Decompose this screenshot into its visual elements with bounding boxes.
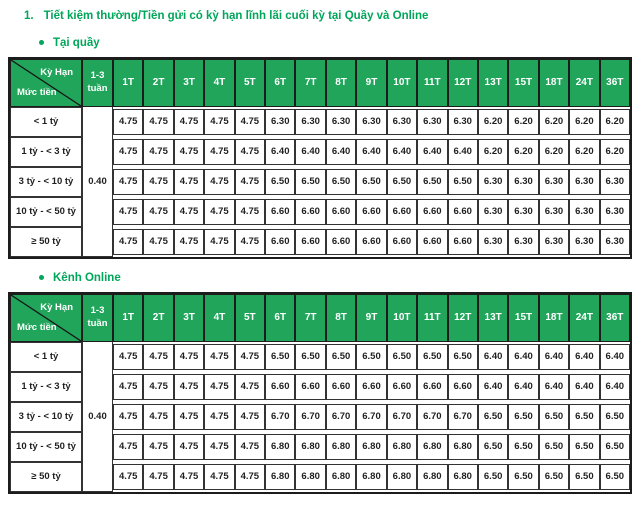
rate-cell: 4.75 [143, 464, 173, 490]
rate-cell: 4.75 [113, 229, 143, 255]
rate-cell: 6.50 [569, 434, 599, 460]
rate-cell: 4.75 [143, 199, 173, 225]
rate-cell: 4.75 [143, 139, 173, 165]
term-header: 36T [600, 294, 630, 342]
rate-cell: 6.20 [539, 109, 569, 135]
rate-cell: 6.30 [539, 229, 569, 255]
term-header: 2T [143, 294, 173, 342]
rate-cell: 6.50 [326, 169, 356, 195]
rate-cell: 6.70 [295, 404, 325, 430]
rate-cell: 6.30 [417, 109, 447, 135]
rate-cell: 6.60 [265, 374, 295, 400]
rate-cell: 4.75 [174, 434, 204, 460]
term-header: 9T [356, 294, 386, 342]
rate-cell: 4.75 [143, 109, 173, 135]
rate-cell: 6.40 [326, 139, 356, 165]
term-header: 24T [569, 59, 599, 107]
rate-cell: 6.20 [600, 109, 630, 135]
corner-header-cell [10, 294, 82, 342]
rate-cell: 4.75 [235, 434, 265, 460]
rate-cell: 6.80 [295, 434, 325, 460]
rate-cell: 4.75 [113, 169, 143, 195]
rate-cell: 6.50 [387, 169, 417, 195]
rate-cell: 6.40 [539, 344, 569, 370]
rate-cell: 6.40 [600, 344, 630, 370]
rate-cell: 4.75 [204, 374, 234, 400]
rate-cell: 6.80 [387, 434, 417, 460]
page-title [24, 10, 632, 24]
rate-cell: 4.75 [204, 229, 234, 255]
section-label-text: Kênh Online [53, 271, 121, 284]
term-header: 18T [539, 294, 569, 342]
rate-cell: 6.30 [508, 199, 538, 225]
rate-cell: 4.75 [143, 374, 173, 400]
rate-cell: 6.50 [600, 404, 630, 430]
rate-cell: 6.30 [569, 199, 599, 225]
rate-cell: 6.30 [508, 169, 538, 195]
rate-cell: 6.60 [295, 199, 325, 225]
rate-cell: 4.75 [113, 434, 143, 460]
rate-cell: 6.50 [539, 464, 569, 490]
rate-cell: 4.75 [174, 169, 204, 195]
rate-cell: 6.30 [478, 199, 508, 225]
rate-cell: 6.20 [478, 109, 508, 135]
rate-cell: 6.50 [478, 404, 508, 430]
corner-term-label: Kỳ Hạn [40, 66, 73, 78]
rate-cell: 6.50 [539, 404, 569, 430]
term-header: 2T [143, 59, 173, 107]
rate-cell: 6.50 [387, 344, 417, 370]
rate-cell: 6.50 [600, 434, 630, 460]
rate-cell: 4.75 [204, 344, 234, 370]
term-header: 3T [174, 59, 204, 107]
rate-cell: 4.75 [143, 434, 173, 460]
term-header: 6T [265, 294, 295, 342]
rate-cell: 6.30 [600, 169, 630, 195]
corner-term-label: Kỳ Hạn [40, 301, 73, 313]
corner-amount-label: Mức tiền [17, 321, 57, 333]
term-header: 36T [600, 59, 630, 107]
rate-cell: 6.50 [417, 169, 447, 195]
rate-cell: 6.30 [295, 109, 325, 135]
rate-cell: 6.60 [326, 199, 356, 225]
term-header: 8T [326, 294, 356, 342]
rate-cell: 6.80 [295, 464, 325, 490]
rate-cell: 6.80 [417, 434, 447, 460]
rate-cell: 6.20 [539, 139, 569, 165]
rate-cell: 4.75 [204, 169, 234, 195]
rate-cell: 4.75 [143, 404, 173, 430]
rate-cell: 4.75 [113, 404, 143, 430]
rate-cell: 6.80 [448, 464, 478, 490]
rate-cell: 4.75 [174, 139, 204, 165]
rate-cell: 6.30 [478, 169, 508, 195]
rate-cell: 6.60 [417, 229, 447, 255]
rate-cell: 6.50 [265, 344, 295, 370]
rate-cell: 4.75 [143, 229, 173, 255]
term-header: 7T [295, 294, 325, 342]
rate-cell: 4.75 [113, 344, 143, 370]
rate-cell: 6.30 [478, 229, 508, 255]
rate-cell: 6.50 [569, 404, 599, 430]
corner-amount-label: Mức tiền [17, 86, 57, 98]
amount-row-label: 3 tỷ - < 10 tỷ [10, 402, 82, 432]
rate-cell: 6.60 [265, 199, 295, 225]
rate-cell: 4.75 [174, 199, 204, 225]
term-header: 4T [204, 59, 234, 107]
bullet-icon [39, 275, 44, 280]
title-text: Tiết kiệm thường/Tiền gửi có kỳ hạn lĩnh lãi cuối kỳ tại Quầy và Online [43, 10, 429, 22]
term-header: 24T [569, 294, 599, 342]
rate-cell: 6.20 [600, 139, 630, 165]
section-label-text: Tại quầy [53, 36, 100, 49]
rate-cell: 6.40 [356, 139, 386, 165]
rate-cell: 4.75 [143, 344, 173, 370]
term-header: 15T [508, 294, 538, 342]
rate-cell: 6.80 [356, 464, 386, 490]
rate-cell: 6.40 [569, 344, 599, 370]
rate-cell: 4.75 [235, 109, 265, 135]
term-header: 5T [235, 59, 265, 107]
rate-cell: 6.50 [569, 464, 599, 490]
term-header: 11T [417, 59, 447, 107]
rate-cell: 6.30 [326, 109, 356, 135]
rate-cell: 4.75 [113, 374, 143, 400]
rate-cell: 6.30 [539, 169, 569, 195]
rate-cell: 6.30 [356, 109, 386, 135]
rate-cell: 6.30 [265, 109, 295, 135]
rate-cell: 6.80 [265, 434, 295, 460]
rate-cell: 4.75 [204, 109, 234, 135]
rate-cell: 6.30 [448, 109, 478, 135]
rate-cell: 6.50 [326, 344, 356, 370]
rate-cell: 4.75 [235, 229, 265, 255]
rate-cell: 4.75 [113, 464, 143, 490]
corner-header-cell [10, 59, 82, 107]
rate-cell: 6.80 [326, 434, 356, 460]
term-header: 8T [326, 59, 356, 107]
rate-cell: 6.50 [478, 434, 508, 460]
term-header: 10T [387, 294, 417, 342]
rate-table-online [8, 292, 632, 494]
amount-row-label: 1 tỷ - < 3 tỷ [10, 372, 82, 402]
term-header: 5T [235, 294, 265, 342]
rate-cell: 6.20 [508, 139, 538, 165]
rate-cell: 4.75 [113, 109, 143, 135]
rate-cell: 6.50 [478, 464, 508, 490]
amount-row-label: 10 tỷ - < 50 tỷ [10, 432, 82, 462]
rate-cell: 6.20 [508, 109, 538, 135]
term-header: 12T [448, 59, 478, 107]
rate-cell: 4.75 [204, 139, 234, 165]
rate-cell: 6.40 [508, 374, 538, 400]
amount-row-label: ≥ 50 tỷ [10, 462, 82, 492]
rate-cell: 6.30 [539, 199, 569, 225]
rate-cell: 4.75 [235, 344, 265, 370]
rate-cell: 6.60 [295, 229, 325, 255]
rate-cell: 6.80 [326, 464, 356, 490]
rate-cell: 6.30 [600, 199, 630, 225]
title-number: 1. [24, 10, 34, 22]
rate-cell: 6.50 [356, 344, 386, 370]
rate-cell: 4.75 [174, 109, 204, 135]
rate-cell: 4.75 [113, 199, 143, 225]
week-rate-cell: 0.40 [82, 342, 113, 492]
rate-cell: 6.60 [356, 229, 386, 255]
rate-cell: 6.40 [539, 374, 569, 400]
rate-cell: 6.50 [356, 169, 386, 195]
rate-cell: 4.75 [235, 464, 265, 490]
section-label-online [39, 272, 632, 284]
rate-cell: 6.40 [478, 344, 508, 370]
amount-row-label: 1 tỷ - < 3 tỷ [10, 137, 82, 167]
rate-cell: 4.75 [113, 139, 143, 165]
rate-cell: 6.50 [600, 464, 630, 490]
term-header: 4T [204, 294, 234, 342]
rate-table-counter [8, 57, 632, 259]
rate-cell: 6.50 [448, 344, 478, 370]
term-header: 7T [295, 59, 325, 107]
rate-cell: 4.75 [204, 464, 234, 490]
rate-cell: 4.75 [143, 169, 173, 195]
amount-row-label: 10 tỷ - < 50 tỷ [10, 197, 82, 227]
rate-cell: 6.40 [295, 139, 325, 165]
rate-cell: 6.70 [448, 404, 478, 430]
rate-cell: 4.75 [235, 199, 265, 225]
rate-cell: 4.75 [174, 374, 204, 400]
rate-cell: 6.20 [569, 139, 599, 165]
rate-cell: 6.50 [295, 344, 325, 370]
rate-cell: 6.80 [448, 434, 478, 460]
rate-cell: 6.40 [417, 139, 447, 165]
amount-row-label: < 1 tỷ [10, 342, 82, 372]
rate-cell: 6.60 [417, 374, 447, 400]
rate-cell: 6.60 [326, 229, 356, 255]
rate-cell: 6.60 [387, 374, 417, 400]
bullet-icon [39, 40, 44, 45]
rate-cell: 6.30 [569, 229, 599, 255]
term-header: 12T [448, 294, 478, 342]
amount-row-label: ≥ 50 tỷ [10, 227, 82, 257]
term-header: 13T [478, 59, 508, 107]
term-header-week: 1-3 tuần [82, 294, 113, 342]
rate-cell: 6.60 [265, 229, 295, 255]
rate-cell: 6.70 [326, 404, 356, 430]
term-header: 3T [174, 294, 204, 342]
rate-cell: 6.70 [356, 404, 386, 430]
rate-cell: 6.50 [508, 404, 538, 430]
rate-cell: 4.75 [174, 344, 204, 370]
rate-cell: 4.75 [235, 374, 265, 400]
week-rate-cell: 0.40 [82, 107, 113, 257]
rate-cell: 6.40 [569, 374, 599, 400]
term-header-week: 1-3 tuần [82, 59, 113, 107]
rate-cell: 6.50 [295, 169, 325, 195]
term-header: 18T [539, 59, 569, 107]
rate-cell: 4.75 [235, 404, 265, 430]
rate-cell: 4.75 [235, 169, 265, 195]
term-header: 9T [356, 59, 386, 107]
rate-cell: 6.60 [448, 229, 478, 255]
rate-cell: 6.50 [508, 464, 538, 490]
rate-cell: 6.60 [356, 374, 386, 400]
rate-cell: 6.60 [448, 199, 478, 225]
rate-cell: 6.20 [569, 109, 599, 135]
section-label-counter [39, 37, 632, 49]
rate-cell: 6.40 [478, 374, 508, 400]
rate-cell: 6.40 [508, 344, 538, 370]
rate-cell: 6.50 [448, 169, 478, 195]
rate-cell: 6.60 [356, 199, 386, 225]
term-header: 1T [113, 294, 143, 342]
rate-cell: 6.80 [417, 464, 447, 490]
rate-cell: 6.60 [326, 374, 356, 400]
term-header: 10T [387, 59, 417, 107]
rate-cell: 6.60 [387, 229, 417, 255]
rate-cell: 6.40 [265, 139, 295, 165]
rate-cell: 6.30 [508, 229, 538, 255]
rate-cell: 6.60 [448, 374, 478, 400]
rate-cell: 4.75 [174, 464, 204, 490]
rate-cell: 4.75 [174, 229, 204, 255]
rate-cell: 6.40 [600, 374, 630, 400]
amount-row-label: 3 tỷ - < 10 tỷ [10, 167, 82, 197]
term-header: 15T [508, 59, 538, 107]
term-header: 1T [113, 59, 143, 107]
rate-cell: 6.40 [448, 139, 478, 165]
rate-cell: 4.75 [235, 139, 265, 165]
rate-cell: 6.50 [265, 169, 295, 195]
rate-cell: 6.50 [417, 344, 447, 370]
rate-cell: 6.50 [539, 434, 569, 460]
amount-row-label: < 1 tỷ [10, 107, 82, 137]
rate-cell: 4.75 [204, 434, 234, 460]
rate-cell: 6.30 [600, 229, 630, 255]
rate-cell: 6.30 [387, 109, 417, 135]
rate-cell: 4.75 [204, 199, 234, 225]
rate-cell: 6.30 [569, 169, 599, 195]
rate-cell: 6.50 [508, 434, 538, 460]
term-header: 13T [478, 294, 508, 342]
rate-cell: 6.20 [478, 139, 508, 165]
term-header: 11T [417, 294, 447, 342]
rate-cell: 4.75 [174, 404, 204, 430]
rate-cell: 6.80 [265, 464, 295, 490]
rate-cell: 6.60 [387, 199, 417, 225]
rate-cell: 4.75 [204, 404, 234, 430]
term-header: 6T [265, 59, 295, 107]
rate-cell: 6.70 [417, 404, 447, 430]
rate-cell: 6.70 [265, 404, 295, 430]
rate-cell: 6.70 [387, 404, 417, 430]
rate-cell: 6.60 [295, 374, 325, 400]
rate-cell: 6.80 [356, 434, 386, 460]
rate-cell: 6.60 [417, 199, 447, 225]
rate-cell: 6.80 [387, 464, 417, 490]
rate-cell: 6.40 [387, 139, 417, 165]
